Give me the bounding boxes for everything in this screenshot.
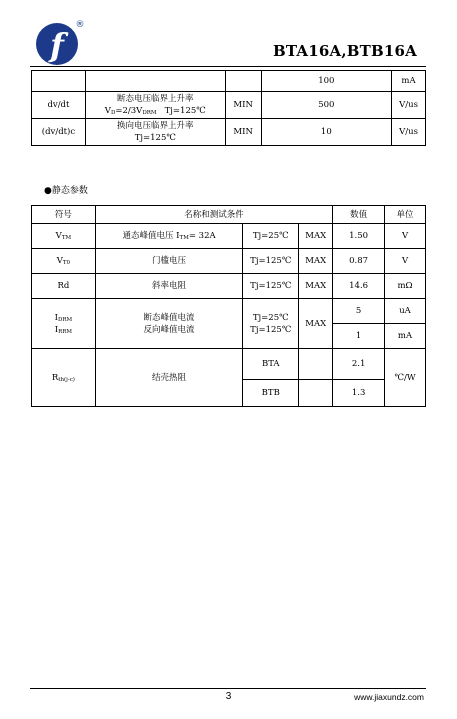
table-row	[32, 224, 426, 249]
website-url: www.jiaxundz.com	[354, 692, 424, 702]
table-row	[32, 249, 426, 274]
minmax-cell: MAX	[299, 299, 333, 349]
value-cell: 1.50	[333, 224, 385, 249]
table-row	[32, 299, 426, 324]
name-cell: 通态峰值电压 $I_{TM}= 32A$	[95, 224, 242, 249]
value-cell: 5	[333, 299, 385, 324]
tj-cell: Tj=125℃	[243, 274, 299, 299]
type-cell: BTB	[243, 380, 299, 407]
symbol-cell: $R_{th(j-c)}$	[32, 349, 96, 407]
header-symbol: 符号	[32, 206, 96, 224]
name-cell: 斜率电阻	[95, 274, 242, 299]
minmax-cell: MAX	[299, 274, 333, 299]
header-divider	[30, 66, 426, 67]
minmax-cell: MIN	[225, 119, 261, 146]
condition-cell	[85, 119, 225, 146]
symbol-cell	[32, 71, 86, 92]
minmax-cell: MAX	[299, 249, 333, 274]
name-cell: 结壳热阻	[95, 349, 242, 407]
symbol-cell: $I_{DRM}$ $I_{RRM}$	[32, 299, 96, 349]
table-row	[32, 119, 426, 146]
unit-cell: ℃/W	[385, 349, 426, 407]
static-params-table	[31, 205, 426, 407]
symbol-cell: (dv/dt)c	[32, 119, 86, 146]
name-cell: 断态峰值电流 反向峰值电流	[95, 299, 242, 349]
document-title: BTA16A,BTB16A	[272, 42, 417, 60]
header-value: 数值	[333, 206, 385, 224]
value-cell: 100	[261, 71, 391, 92]
table-row	[32, 71, 426, 92]
minmax-cell	[225, 71, 261, 92]
symbol-cell: $V_{T0}$	[32, 249, 96, 274]
header-name: 名称和测试条件	[95, 206, 332, 224]
table-row	[32, 92, 426, 119]
value-cell: 1.3	[333, 380, 385, 407]
minmax-cell	[299, 380, 333, 407]
condition-text: 换向电压临界上升率	[117, 121, 194, 131]
value-cell: 14.6	[333, 274, 385, 299]
symbol-cell: Rd	[32, 274, 96, 299]
tj-cell: Tj=25℃ Tj=125℃	[243, 299, 299, 349]
condition-cell	[85, 92, 225, 119]
page-number: 3	[225, 691, 232, 702]
section-heading	[44, 183, 88, 196]
unit-cell: mA	[385, 324, 426, 349]
value-cell: 0.87	[333, 249, 385, 274]
symbol-cell: dv/dt	[32, 92, 86, 119]
value-cell: 2.1	[333, 349, 385, 380]
type-cell: BTA	[243, 349, 299, 380]
table-row	[32, 349, 426, 380]
header-unit: 单位	[385, 206, 426, 224]
value-cell: 500	[261, 92, 391, 119]
company-logo	[34, 18, 84, 68]
condition-text: $V_D=2/3V_{DRM}$ Tj=125℃	[104, 106, 206, 116]
unit-cell: mA	[392, 71, 426, 92]
tj-cell: Tj=125℃	[243, 249, 299, 274]
minmax-cell	[299, 349, 333, 380]
unit-cell: V/us	[392, 92, 426, 119]
dynamic-params-table	[31, 70, 426, 146]
symbol-cell: $V_{TM}$	[32, 224, 96, 249]
footer-divider	[30, 688, 426, 689]
section-title: 静态参数	[51, 186, 88, 196]
unit-cell: mΩ	[385, 274, 426, 299]
condition-text: Tj=125℃	[134, 133, 176, 143]
value-cell: 10	[261, 119, 391, 146]
unit-cell: V/us	[392, 119, 426, 146]
value-cell: 1	[333, 324, 385, 349]
registered-mark: ®	[75, 20, 84, 30]
unit-cell: V	[385, 249, 426, 274]
minmax-cell: MIN	[225, 92, 261, 119]
tj-cell: Tj=25℃	[243, 224, 299, 249]
table-header-row	[32, 206, 426, 224]
condition-text: 断态电压临界上升率	[117, 94, 194, 104]
minmax-cell: MAX	[299, 224, 333, 249]
unit-cell: V	[385, 224, 426, 249]
table-row	[32, 274, 426, 299]
condition-cell	[85, 71, 225, 92]
name-cell: 门槛电压	[95, 249, 242, 274]
unit-cell: uA	[385, 299, 426, 324]
logo-letter: f	[50, 26, 64, 64]
bullet-icon: ●	[44, 186, 52, 196]
